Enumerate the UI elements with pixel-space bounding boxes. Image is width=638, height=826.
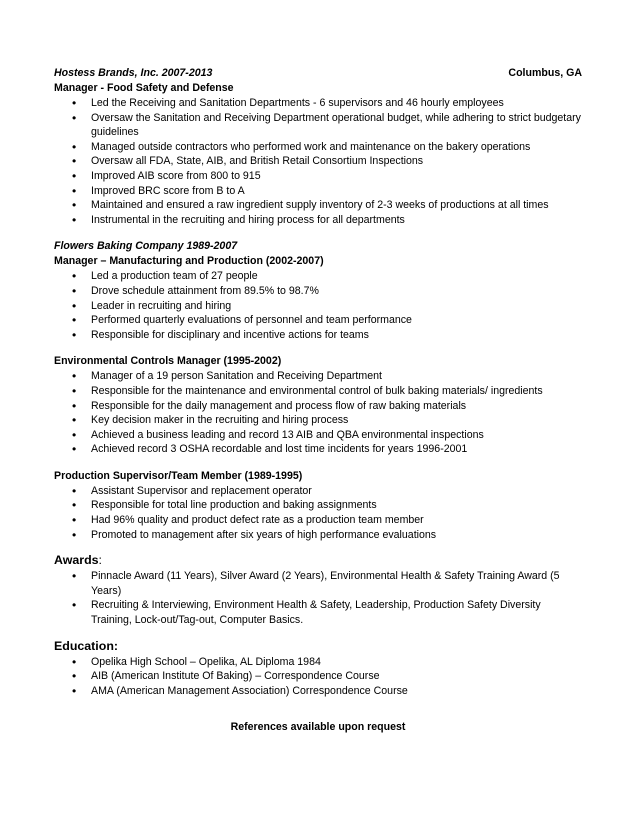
role-title: Manager – Manufacturing and Production (2002-2007): [54, 255, 324, 268]
education-bullets: [54, 655, 582, 699]
role-title: Environmental Controls Manager (1995-2002): [54, 355, 282, 368]
list-item: • Promoted to management after six years of high performance evaluations: [91, 528, 582, 543]
awards-heading-text: Awards: [54, 553, 99, 568]
job-location: Columbus, GA: [508, 67, 582, 79]
education-heading: [54, 638, 582, 655]
list-item: • Performed quarterly evaluations of personnel and team performance: [91, 313, 582, 328]
list-item: • Responsible for disciplinary and incentive actions for teams: [91, 328, 582, 343]
list-item: • Drove schedule attainment from 89.5% to 98.7%: [91, 284, 582, 299]
role-title: Production Supervisor/Team Member (1989-1995): [54, 469, 303, 482]
list-item: • Led a production team of 27 people: [91, 269, 582, 284]
role-bullets: [54, 96, 582, 227]
company-name: Flowers Baking Company 1989-2007: [54, 240, 238, 253]
list-item: • Opelika High School – Opelika, AL Diploma 1984: [91, 655, 582, 670]
list-item: • Responsible for the maintenance and environmental control of bulk baking materials/ ingredients: [91, 384, 582, 399]
list-item: • Achieved record 3 OSHA recordable and lost time incidents for years 1996-2001: [91, 442, 582, 457]
list-item: • AMA (American Management Association) Correspondence Course: [91, 684, 582, 699]
job-header-hostess: [54, 66, 582, 81]
role-bullets: [54, 484, 582, 542]
list-item: • Oversaw all FDA, State, AIB, and British Retail Consortium Inspections: [91, 154, 582, 169]
company-name: Hostess Brands, Inc. 2007-2013: [54, 67, 213, 79]
list-item: • Led the Receiving and Sanitation Departments - 6 supervisors and 46 hourly employees: [91, 96, 582, 111]
list-item: • Maintained and ensured a raw ingredient supply inventory of 2-3 weeks of productions at all times: [91, 198, 582, 213]
education-heading-text: Education:: [54, 638, 119, 653]
references-note: References available upon request: [230, 721, 406, 734]
list-item: • Managed outside contractors who performed work and maintenance on the bakery operations: [91, 140, 582, 155]
list-item: • Oversaw the Sanitation and Receiving Department operational budget, while adhering to strict budgetary guidelines: [91, 111, 582, 140]
role-title: Manager - Food Safety and Defense: [54, 82, 234, 94]
list-item: • Had 96% quality and product defect rate as a production team member: [91, 513, 582, 528]
list-item: • Leader in recruiting and hiring: [91, 299, 582, 314]
awards-bullets: [54, 569, 582, 627]
list-item: • Assistant Supervisor and replacement operator: [91, 484, 582, 499]
role-bullets: [54, 369, 582, 457]
list-item: • Responsible for the daily management and process flow of raw baking materials: [91, 399, 582, 414]
list-item: • Instrumental in the recruiting and hiring process for all departments: [91, 213, 582, 228]
awards-heading: [54, 552, 582, 569]
list-item: • Pinnacle Award (11 Years), Silver Award (2 Years), Environmental Health & Safety Training Award (5 Years): [91, 569, 582, 598]
list-item: • Recruiting & Interviewing, Environment Health & Safety, Leadership, Production Safety Diversity Training, Lock-out/Tag-out, Computer Basics.: [91, 598, 582, 627]
list-item: • Achieved a business leading and record 13 AIB and QBA environmental inspections: [91, 428, 582, 443]
role-bullets: [54, 269, 582, 342]
list-item: • Responsible for total line production and baking assignments: [91, 498, 582, 513]
job-header-flowers: [54, 239, 582, 254]
list-item: • AIB (American Institute Of Baking) – Correspondence Course: [91, 669, 582, 684]
list-item: • Improved BRC score from B to A: [91, 184, 582, 199]
list-item: • Manager of a 19 person Sanitation and Receiving Department: [91, 369, 582, 384]
list-item: • Improved AIB score from 800 to 915: [91, 169, 582, 184]
list-item: • Key decision maker in the recruiting and hiring process: [91, 413, 582, 428]
awards-heading-colon: :: [98, 553, 102, 568]
